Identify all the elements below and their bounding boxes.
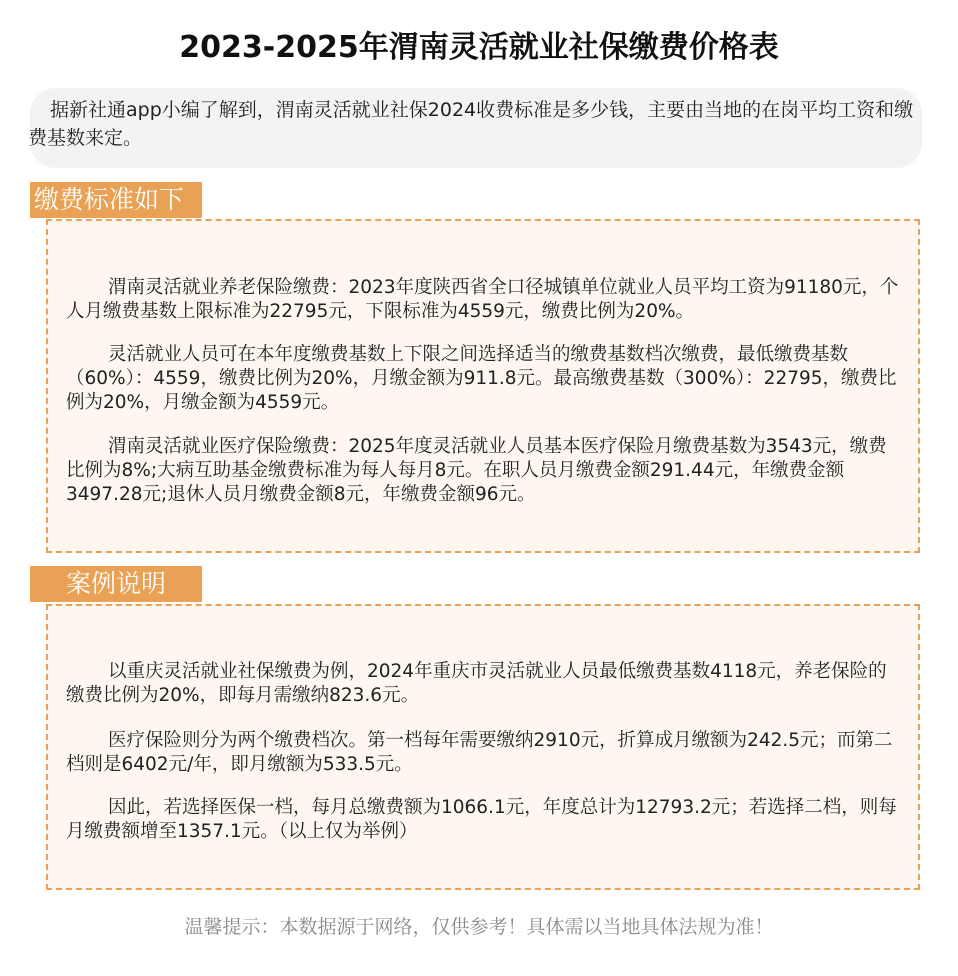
example-paragraph-medical: 医疗保险则分为两个缴费档次。第一档每年需要缴纳2910元，折算成月缴额为242.5元；而第二档则是6402元/年，即月缴额为533.5元。 [66,730,893,775]
footer-disclaimer: 温馨提示：本数据源于网络，仅供参考！具体需以当地具体法规为准！ [184,916,774,938]
standards-paragraph-base-range: 灵活就业人员可在本年度缴费基数上下限之间选择适当的缴费基数档次缴费，最低缴费基数（60%）：4559，缴费比例为20%，月缴金额为911.8元。最高缴费基数（300%）：22795，缴费比例为20%，月缴金额为4559元。 [66,344,897,413]
example-paragraph-total: 因此，若选择医保一档，每月总缴费额为1066.1元，年度总计为12793.2元；若选择二档，则每月缴费额增至1357.1元。（以上仅为举例） [66,797,897,842]
standards-paragraph-pension: 渭南灵活就业养老保险缴费：2023年度陕西省全口径城镇单位就业人员平均工资为91180元，个人月缴费基数上限标准为22795元，下限标准为4559元，缴费比例为20%。 [66,277,899,322]
intro-text: 据新社通app小编了解到，渭南灵活就业社保2024收费标准是多少钱，主要由当地的在岗平均工资和缴费基数来定。 [28,99,914,149]
page-title: 2023-2025年渭南灵活就业社保缴费价格表 [179,30,779,65]
example-paragraph-pension: 以重庆灵活就业社保缴费为例，2024年重庆市灵活就业人员最低缴费基数4118元，养老保险的缴费比例为20%，即每月需缴纳823.6元。 [66,661,887,706]
section-heading-standards: 缴费标准如下 [30,182,202,218]
section-heading-example: 案例说明 [30,566,202,602]
standards-paragraph-medical: 渭南灵活就业医疗保险缴费：2025年度灵活就业人员基本医疗保险月缴费基数为3543元，缴费比例为8%;大病互助基金缴费标准为每人每月8元。在职人员月缴费金额291.44元，年缴费金额3497.28元;退休人员月缴费金额8元，年缴费金额96元。 [66,436,887,505]
